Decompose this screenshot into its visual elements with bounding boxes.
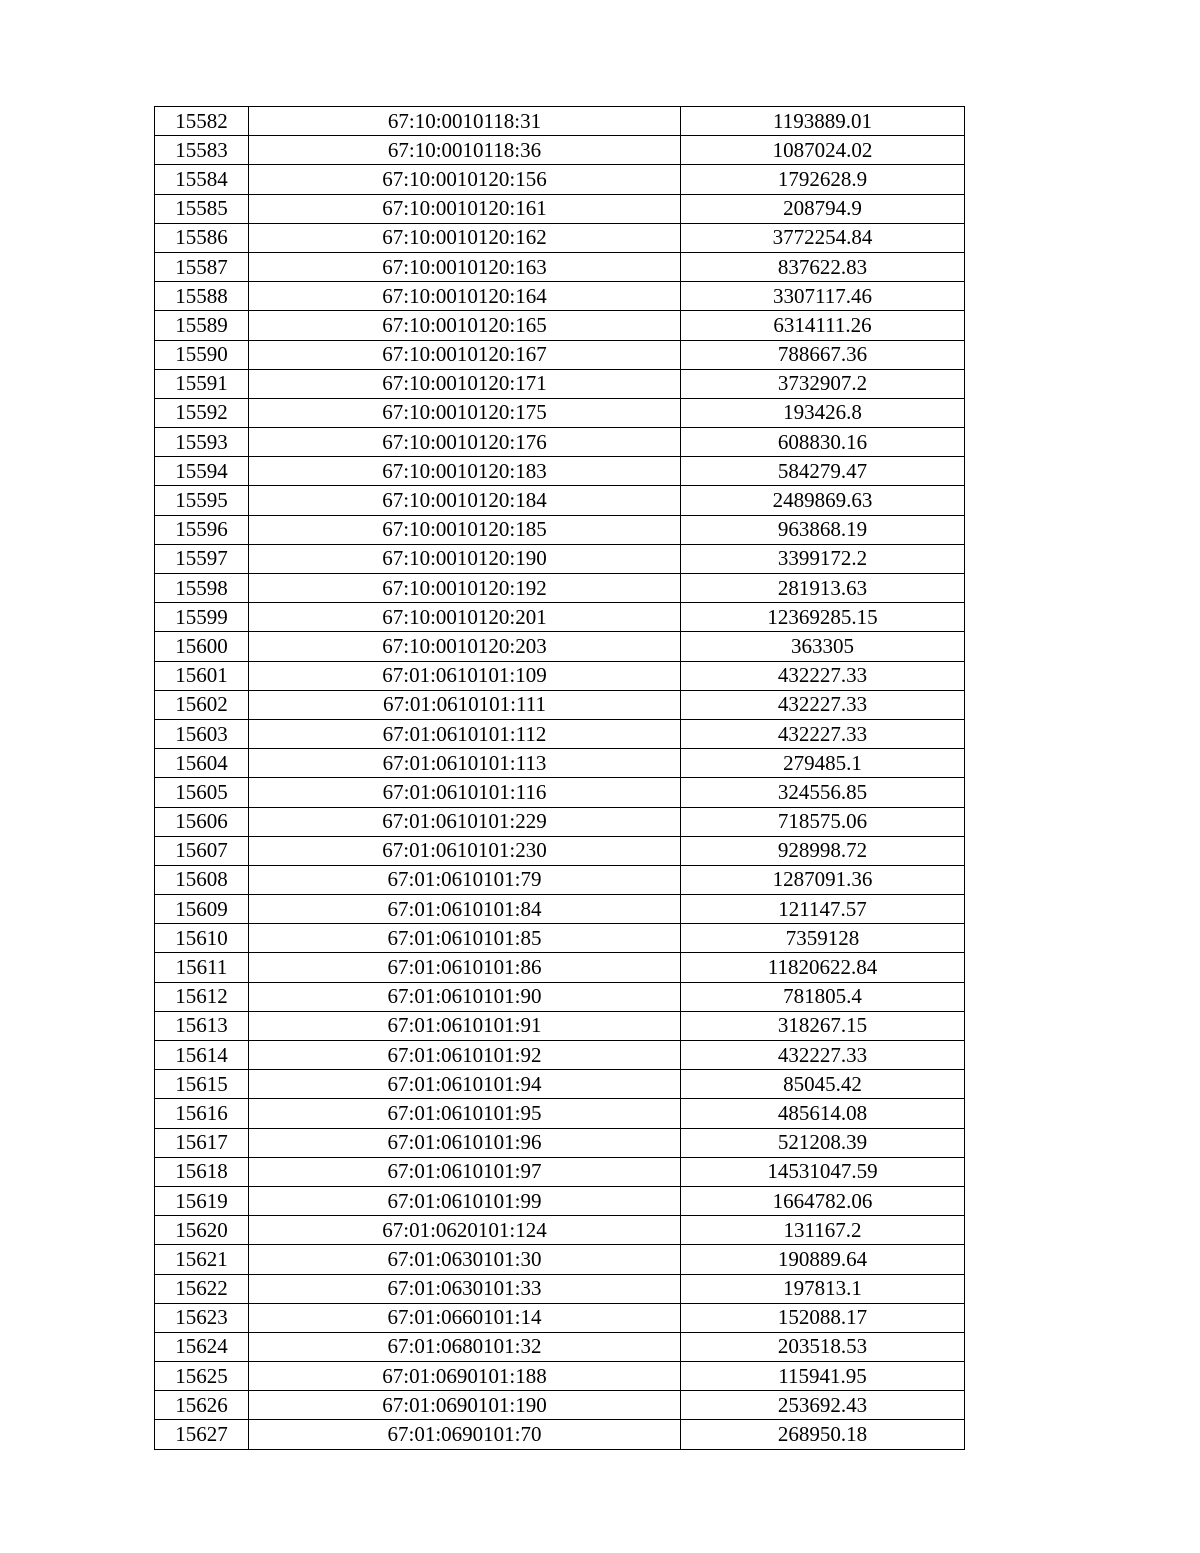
row-number-cell: 15599 — [155, 603, 249, 632]
cadastral-value-cell: 6314111.26 — [681, 311, 965, 340]
cadastral-value-cell: 1193889.01 — [681, 107, 965, 136]
cadastral-number-cell: 67:10:0010120:190 — [249, 544, 681, 573]
cadastral-number-cell: 67:10:0010120:163 — [249, 252, 681, 281]
table-row — [155, 661, 965, 690]
cadastral-value-cell: 1087024.02 — [681, 136, 965, 165]
table-row — [155, 223, 965, 252]
row-number-cell: 15625 — [155, 1362, 249, 1391]
cadastral-value-cell: 279485.1 — [681, 749, 965, 778]
table-row — [155, 719, 965, 748]
table-row — [155, 1303, 965, 1332]
row-number-cell: 15611 — [155, 953, 249, 982]
cadastral-number-cell: 67:01:0610101:95 — [249, 1099, 681, 1128]
row-number-cell: 15583 — [155, 136, 249, 165]
row-number-cell: 15587 — [155, 252, 249, 281]
table-row — [155, 574, 965, 603]
cadastral-value-cell: 432227.33 — [681, 719, 965, 748]
table-row — [155, 107, 965, 136]
cadastral-value-cell: 85045.42 — [681, 1070, 965, 1099]
cadastral-value-cell: 485614.08 — [681, 1099, 965, 1128]
cadastral-number-cell: 67:01:0610101:111 — [249, 690, 681, 719]
row-number-cell: 15606 — [155, 807, 249, 836]
table-row — [155, 953, 965, 982]
table-row — [155, 1157, 965, 1186]
row-number-cell: 15623 — [155, 1303, 249, 1332]
table-row — [155, 924, 965, 953]
cadastral-value-cell: 1792628.9 — [681, 165, 965, 194]
cadastral-value-cell: 3307117.46 — [681, 282, 965, 311]
cadastral-value-cell: 324556.85 — [681, 778, 965, 807]
cadastral-number-cell: 67:10:0010120:171 — [249, 369, 681, 398]
table-row — [155, 1362, 965, 1391]
cadastral-number-cell: 67:10:0010120:183 — [249, 457, 681, 486]
cadastral-value-cell: 281913.63 — [681, 574, 965, 603]
cadastral-number-cell: 67:01:0690101:190 — [249, 1391, 681, 1420]
cadastral-value-cell: 432227.33 — [681, 661, 965, 690]
cadastral-value-cell: 190889.64 — [681, 1245, 965, 1274]
row-number-cell: 15607 — [155, 836, 249, 865]
table-row — [155, 340, 965, 369]
cadastral-value-cell: 203518.53 — [681, 1332, 965, 1361]
cadastral-value-cell: 253692.43 — [681, 1391, 965, 1420]
row-number-cell: 15619 — [155, 1186, 249, 1215]
cadastral-value-cell: 521208.39 — [681, 1128, 965, 1157]
cadastral-number-cell: 67:01:0620101:124 — [249, 1216, 681, 1245]
cadastral-value-cell: 268950.18 — [681, 1420, 965, 1449]
cadastral-number-cell: 67:01:0610101:230 — [249, 836, 681, 865]
cadastral-value-cell: 7359128 — [681, 924, 965, 953]
row-number-cell: 15590 — [155, 340, 249, 369]
cadastral-number-cell: 67:10:0010120:167 — [249, 340, 681, 369]
table-body — [155, 107, 965, 1450]
row-number-cell: 15609 — [155, 895, 249, 924]
row-number-cell: 15601 — [155, 661, 249, 690]
table-row — [155, 982, 965, 1011]
cadastral-value-cell: 584279.47 — [681, 457, 965, 486]
cadastral-number-cell: 67:10:0010120:162 — [249, 223, 681, 252]
table-row — [155, 398, 965, 427]
row-number-cell: 15618 — [155, 1157, 249, 1186]
row-number-cell: 15592 — [155, 398, 249, 427]
cadastral-value-cell: 718575.06 — [681, 807, 965, 836]
row-number-cell: 15616 — [155, 1099, 249, 1128]
table-row — [155, 1216, 965, 1245]
cadastral-number-cell: 67:10:0010120:203 — [249, 632, 681, 661]
cadastral-value-cell: 788667.36 — [681, 340, 965, 369]
cadastral-number-cell: 67:01:0610101:90 — [249, 982, 681, 1011]
cadastral-number-cell: 67:10:0010120:201 — [249, 603, 681, 632]
table-row — [155, 165, 965, 194]
cadastral-number-cell: 67:10:0010118:36 — [249, 136, 681, 165]
cadastral-number-cell: 67:01:0660101:14 — [249, 1303, 681, 1332]
cadastral-value-cell: 432227.33 — [681, 690, 965, 719]
row-number-cell: 15596 — [155, 515, 249, 544]
cadastral-number-cell: 67:10:0010120:165 — [249, 311, 681, 340]
cadastral-value-cell: 363305 — [681, 632, 965, 661]
table-row — [155, 515, 965, 544]
table-row — [155, 1420, 965, 1449]
table-row — [155, 1274, 965, 1303]
cadastral-value-cell: 318267.15 — [681, 1011, 965, 1040]
cadastral-number-cell: 67:01:0630101:30 — [249, 1245, 681, 1274]
table-row — [155, 369, 965, 398]
table-row — [155, 749, 965, 778]
cadastral-number-cell: 67:10:0010120:176 — [249, 428, 681, 457]
table-row — [155, 1070, 965, 1099]
table-row — [155, 1186, 965, 1215]
cadastral-value-cell: 3399172.2 — [681, 544, 965, 573]
cadastral-value-cell: 208794.9 — [681, 194, 965, 223]
cadastral-value-cell: 115941.95 — [681, 1362, 965, 1391]
table-row — [155, 1332, 965, 1361]
row-number-cell: 15598 — [155, 574, 249, 603]
row-number-cell: 15595 — [155, 486, 249, 515]
row-number-cell: 15608 — [155, 865, 249, 894]
table-row — [155, 603, 965, 632]
row-number-cell: 15589 — [155, 311, 249, 340]
table-row — [155, 1128, 965, 1157]
cadastral-value-cell: 121147.57 — [681, 895, 965, 924]
table-row — [155, 428, 965, 457]
cadastral-value-cell: 3732907.2 — [681, 369, 965, 398]
cadastral-value-cell: 1664782.06 — [681, 1186, 965, 1215]
row-number-cell: 15610 — [155, 924, 249, 953]
row-number-cell: 15614 — [155, 1041, 249, 1070]
cadastral-number-cell: 67:01:0610101:113 — [249, 749, 681, 778]
cadastral-value-cell: 11820622.84 — [681, 953, 965, 982]
cadastral-value-table — [154, 106, 965, 1450]
cadastral-number-cell: 67:01:0610101:84 — [249, 895, 681, 924]
cadastral-number-cell: 67:01:0610101:97 — [249, 1157, 681, 1186]
cadastral-value-cell: 14531047.59 — [681, 1157, 965, 1186]
cadastral-value-cell: 432227.33 — [681, 1041, 965, 1070]
table-row — [155, 194, 965, 223]
cadastral-value-cell: 131167.2 — [681, 1216, 965, 1245]
row-number-cell: 15602 — [155, 690, 249, 719]
cadastral-value-cell: 1287091.36 — [681, 865, 965, 894]
row-number-cell: 15624 — [155, 1332, 249, 1361]
cadastral-number-cell: 67:01:0610101:112 — [249, 719, 681, 748]
row-number-cell: 15620 — [155, 1216, 249, 1245]
cadastral-number-cell: 67:01:0610101:85 — [249, 924, 681, 953]
cadastral-value-cell: 837622.83 — [681, 252, 965, 281]
row-number-cell: 15605 — [155, 778, 249, 807]
table-row — [155, 311, 965, 340]
cadastral-number-cell: 67:01:0610101:116 — [249, 778, 681, 807]
cadastral-value-cell: 928998.72 — [681, 836, 965, 865]
cadastral-number-cell: 67:01:0610101:92 — [249, 1041, 681, 1070]
row-number-cell: 15593 — [155, 428, 249, 457]
row-number-cell: 15612 — [155, 982, 249, 1011]
table-row — [155, 136, 965, 165]
cadastral-number-cell: 67:01:0690101:70 — [249, 1420, 681, 1449]
row-number-cell: 15603 — [155, 719, 249, 748]
cadastral-value-cell: 781805.4 — [681, 982, 965, 1011]
cadastral-value-cell: 152088.17 — [681, 1303, 965, 1332]
cadastral-number-cell: 67:01:0610101:91 — [249, 1011, 681, 1040]
cadastral-number-cell: 67:01:0690101:188 — [249, 1362, 681, 1391]
cadastral-number-cell: 67:10:0010120:185 — [249, 515, 681, 544]
cadastral-value-cell: 608830.16 — [681, 428, 965, 457]
table-row — [155, 1099, 965, 1128]
row-number-cell: 15615 — [155, 1070, 249, 1099]
cadastral-number-cell: 67:01:0680101:32 — [249, 1332, 681, 1361]
row-number-cell: 15604 — [155, 749, 249, 778]
row-number-cell: 15622 — [155, 1274, 249, 1303]
table-row — [155, 1011, 965, 1040]
cadastral-number-cell: 67:10:0010120:192 — [249, 574, 681, 603]
cadastral-value-cell: 2489869.63 — [681, 486, 965, 515]
cadastral-number-cell: 67:01:0610101:94 — [249, 1070, 681, 1099]
table-row — [155, 1245, 965, 1274]
table-row — [155, 252, 965, 281]
row-number-cell: 15627 — [155, 1420, 249, 1449]
table-row — [155, 282, 965, 311]
row-number-cell: 15600 — [155, 632, 249, 661]
row-number-cell: 15626 — [155, 1391, 249, 1420]
row-number-cell: 15597 — [155, 544, 249, 573]
table-row — [155, 1041, 965, 1070]
cadastral-number-cell: 67:10:0010120:164 — [249, 282, 681, 311]
table-row — [155, 865, 965, 894]
cadastral-value-cell: 963868.19 — [681, 515, 965, 544]
row-number-cell: 15621 — [155, 1245, 249, 1274]
cadastral-value-cell: 197813.1 — [681, 1274, 965, 1303]
cadastral-number-cell: 67:10:0010120:175 — [249, 398, 681, 427]
row-number-cell: 15588 — [155, 282, 249, 311]
cadastral-number-cell: 67:10:0010120:184 — [249, 486, 681, 515]
table-row — [155, 632, 965, 661]
table-row — [155, 457, 965, 486]
cadastral-number-cell: 67:01:0610101:229 — [249, 807, 681, 836]
cadastral-number-cell: 67:01:0610101:96 — [249, 1128, 681, 1157]
cadastral-value-cell: 193426.8 — [681, 398, 965, 427]
table-row — [155, 807, 965, 836]
row-number-cell: 15613 — [155, 1011, 249, 1040]
table-row — [155, 1391, 965, 1420]
table-row — [155, 544, 965, 573]
row-number-cell: 15617 — [155, 1128, 249, 1157]
row-number-cell: 15594 — [155, 457, 249, 486]
cadastral-number-cell: 67:01:0610101:86 — [249, 953, 681, 982]
cadastral-value-cell: 3772254.84 — [681, 223, 965, 252]
cadastral-number-cell: 67:10:0010118:31 — [249, 107, 681, 136]
table-row — [155, 895, 965, 924]
cadastral-number-cell: 67:01:0610101:109 — [249, 661, 681, 690]
cadastral-number-cell: 67:01:0610101:79 — [249, 865, 681, 894]
row-number-cell: 15584 — [155, 165, 249, 194]
table-row — [155, 836, 965, 865]
table-row — [155, 690, 965, 719]
cadastral-number-cell: 67:01:0610101:99 — [249, 1186, 681, 1215]
cadastral-value-cell: 12369285.15 — [681, 603, 965, 632]
cadastral-number-cell: 67:10:0010120:161 — [249, 194, 681, 223]
row-number-cell: 15585 — [155, 194, 249, 223]
row-number-cell: 15586 — [155, 223, 249, 252]
table-row — [155, 778, 965, 807]
row-number-cell: 15591 — [155, 369, 249, 398]
cadastral-number-cell: 67:10:0010120:156 — [249, 165, 681, 194]
row-number-cell: 15582 — [155, 107, 249, 136]
cadastral-number-cell: 67:01:0630101:33 — [249, 1274, 681, 1303]
table-row — [155, 486, 965, 515]
